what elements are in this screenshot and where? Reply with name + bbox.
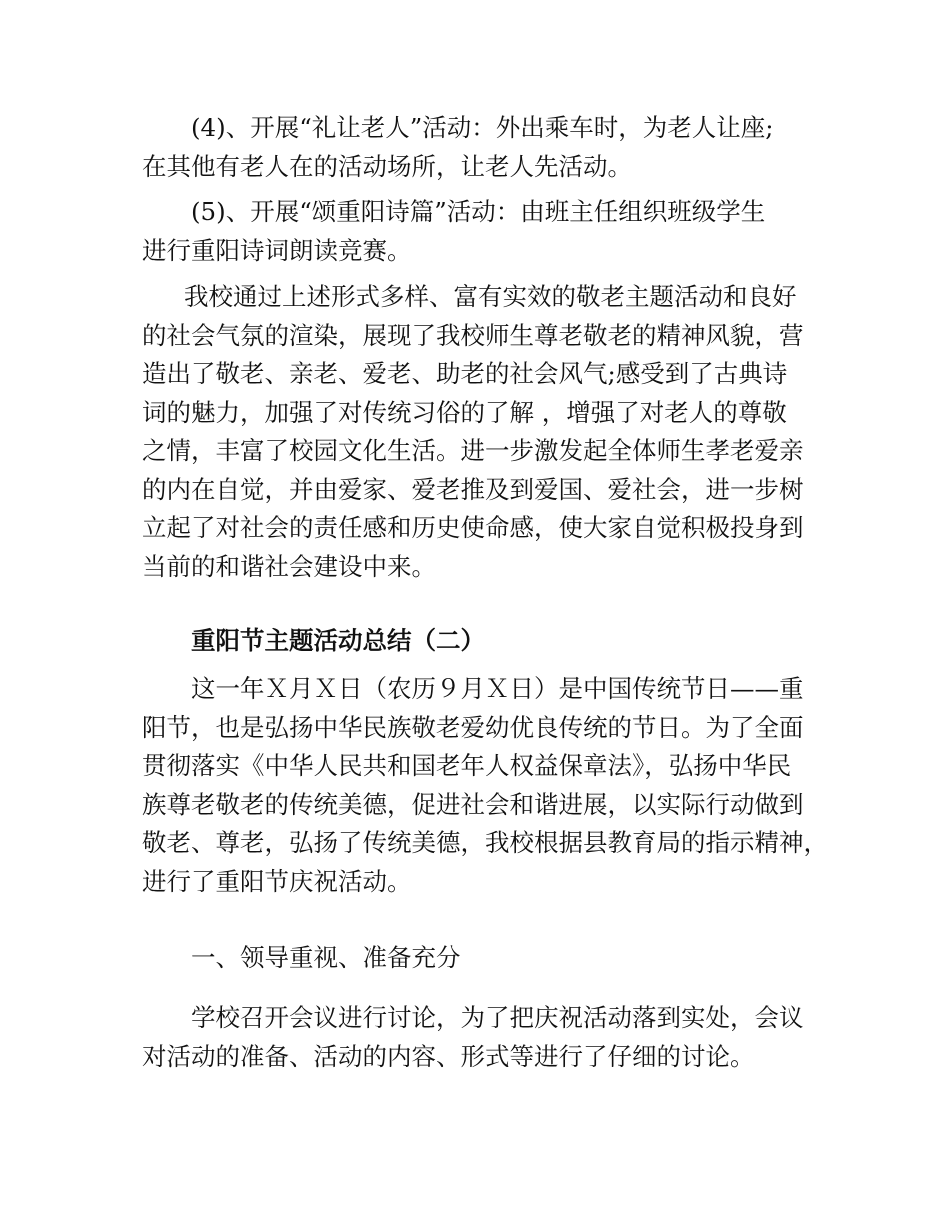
heading-text: 重阳节主题活动总结（二） <box>191 626 485 655</box>
section-heading <box>142 622 832 661</box>
text-line: 造出了敬老、亲老、爱老、助老的社会风气;感受到了古典诗 <box>142 359 788 388</box>
text-line: 进行重阳诗词朗读竞赛。 <box>142 235 412 265</box>
text-line: 贯彻落实《中华人民共和国老年人权益保章法》，弘扬中华民 <box>142 751 792 780</box>
text-line: 族尊老敬老的传统美德，促进社会和谐进展，以实际行动做到 <box>142 789 804 819</box>
text-line: 在其他有老人在的活动场所，让老人先活动。 <box>142 151 632 181</box>
text-line: 我校通过上述形式多样、富有实效的敬老主题活动和良好 <box>184 282 797 311</box>
paragraph-activity-5 <box>142 193 832 270</box>
text-line: 进行了重阳节庆祝活动。 <box>142 866 412 896</box>
text-line: 对活动的准备、活动的内容、形式等进行了仔细的讨论。 <box>142 1041 755 1071</box>
text-line: 一、领导重视、准备充分 <box>191 943 461 972</box>
paragraph-intro <box>142 670 832 901</box>
text-line: 立起了对社会的责任感和历史使命感，使大家自觉积极投身到 <box>142 513 804 542</box>
text-line: 当前的和谐社会建设中来。 <box>142 551 436 581</box>
paragraph-meeting <box>142 999 832 1076</box>
text-line: 学校召开会议进行讨论，为了把庆祝活动落到实处，会议 <box>191 1003 804 1032</box>
paragraph-activity-4 <box>142 109 832 186</box>
subheading-leadership <box>142 939 832 978</box>
paragraph-summary <box>142 278 832 586</box>
text-line: 敬老、尊老，弘扬了传统美德，我校根据县教育局的指示精神， <box>142 828 828 857</box>
text-line: (5)、开展“颂重阳诗篇”活动：由班主任组织班级学生 <box>191 197 766 226</box>
text-line: 阳节，也是弘扬中华民族敬老爱幼优良传统的节日。为了全面 <box>142 712 804 742</box>
text-line: 之情，丰富了校园文化生活。进一步激发起全体师生孝老爱亲 <box>142 436 804 465</box>
text-line: (4)、开展“礼让老人”活动：外出乘车时，为老人让座; <box>191 113 774 142</box>
text-line: 的社会气氛的渲染，展现了我校师生尊老敬老的精神风貌，营 <box>142 320 804 350</box>
text-line: 的内在自觉，并由爱家、爱老推及到爱国、爱社会，进一步树 <box>142 474 804 504</box>
text-line: 词的魅力，加强了对传统习俗的了解 ，增强了对老人的尊敬 <box>142 397 787 427</box>
text-line: 这一年Ｘ月Ｘ日（农历９月Ｘ日）是中国传统节日——重 <box>191 674 804 703</box>
